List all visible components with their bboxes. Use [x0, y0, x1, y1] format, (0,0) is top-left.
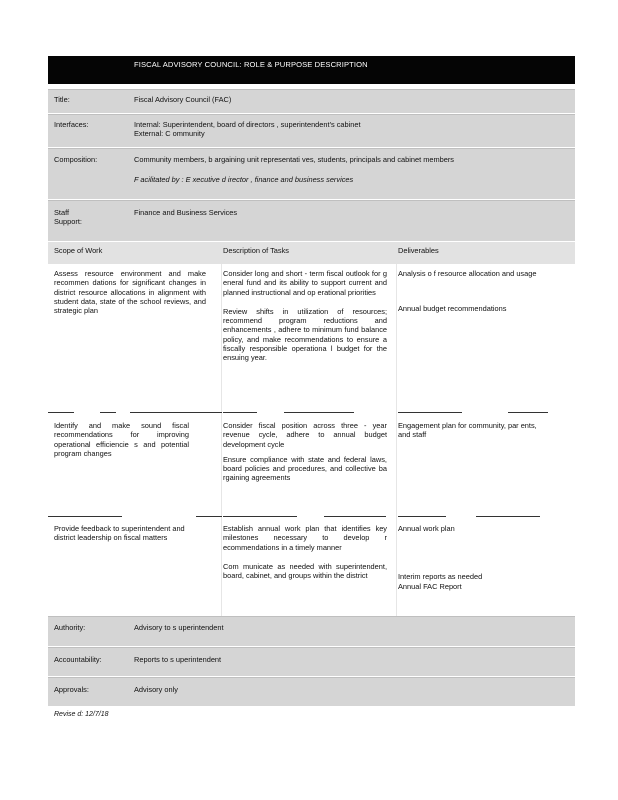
task-item: Ensure compliance with state and federal laws, board policies and procedures, and collective ba rgaining agreements — [223, 454, 387, 483]
scope-column-header: Scope of Work — [54, 246, 103, 255]
tasks-cell — [223, 269, 387, 368]
row-rule — [48, 516, 122, 517]
deliverable-item: Annual work plan — [398, 524, 455, 533]
tasks-column-header: Description of Tasks — [223, 246, 289, 255]
column-divider — [221, 264, 222, 624]
deliverables-cell — [398, 269, 550, 320]
column-divider — [396, 264, 397, 624]
accountability-value: Reports to s uperintendent — [134, 655, 222, 664]
staff-support-label: Staff Support: — [54, 208, 82, 227]
row-rule — [398, 516, 446, 517]
row-rule — [48, 412, 74, 413]
row-rule — [508, 412, 548, 413]
task-item: Com municate as needed with superintendent, board, cabinet, and groups within the district — [223, 561, 387, 580]
task-item: Consider long and short - term fiscal outlook for g eneral fund and its ability to support current and planned instructional and op erational priorities — [223, 269, 387, 297]
interfaces-label: Interfaces: — [54, 120, 89, 129]
row-rule — [130, 412, 222, 413]
authority-value: Advisory to s uperintendent — [134, 623, 224, 632]
title-row — [48, 89, 575, 113]
row-rule — [223, 516, 297, 517]
row-rule — [476, 516, 540, 517]
accountability-row — [48, 647, 575, 676]
deliverables-cell — [398, 524, 550, 597]
composition-label: Composition: — [54, 155, 98, 164]
approvals-label: Approvals: — [54, 685, 89, 694]
staff-support-value: Finance and Business Services — [134, 208, 238, 217]
deliverable-item: Interim reports as needed Annual FAC Report — [398, 572, 483, 591]
approvals-row — [48, 677, 575, 706]
row-rule — [196, 516, 222, 517]
row-rule — [398, 412, 462, 413]
accountability-label: Accountability: — [54, 655, 102, 664]
row-rule — [284, 412, 354, 413]
composition-row — [48, 148, 575, 199]
row-rule — [324, 516, 386, 517]
scope-of-work-cell: Assess resource environment and make recommen dations for significant changes in district resource allocations in alignment with student data, state of the school reviews, and strategic plan — [54, 269, 206, 315]
header-title: FISCAL ADVISORY COUNCIL: ROLE & PURPOSE DESCRIPTION — [134, 60, 368, 69]
task-item: Establish annual work plan that identifies key milestones necessary to develop r ecommendations in a timely manner — [223, 524, 387, 552]
authority-label: Authority: — [54, 623, 86, 632]
composition-line-1: Community members, b argaining unit representati ves, students, principals and cabinet members — [134, 155, 455, 164]
approvals-value: Advisory only — [134, 685, 178, 694]
title-label: Title: — [54, 95, 70, 104]
staff-support-row — [48, 200, 575, 241]
title-value: Fiscal Advisory Council (FAC) — [134, 95, 232, 104]
scope-table-header — [48, 242, 575, 264]
composition-line-2: F acilitated by : E xecutive d irector , finance and business services — [134, 175, 354, 185]
deliverable-item: Engagement plan for community, par ents, and staff — [398, 421, 537, 440]
revised-date: Revise d: 12/7/18 — [54, 711, 109, 718]
scope-of-work-cell: Identify and make sound fiscal recommendations for improving operational efficiencie s and potential program changes — [54, 421, 189, 458]
interfaces-internal: Internal: Superintendent, board of directors , superintendent's cabinet — [134, 120, 361, 129]
interfaces-row — [48, 114, 575, 147]
scope-of-work-cell: Provide feedback to superintendent and district leadership on fiscal matters — [54, 524, 185, 543]
deliverables-column-header: Deliverables — [398, 246, 439, 255]
row-rule — [100, 412, 116, 413]
task-item: Review shifts in utilization of resources; recommend program reductions and enhancements , adhere to minimum fund balance policy, and make recommendations to ensure a fiscally responsible operationa l budget for the ensuing year. — [223, 306, 387, 362]
interfaces-external: External: C ommunity — [134, 129, 205, 139]
deliverable-item: Analysis o f resource allocation and usage — [398, 269, 537, 278]
row-rule — [223, 412, 257, 413]
tasks-cell — [223, 524, 387, 586]
deliverable-item: Annual budget recommendations — [398, 304, 507, 314]
tasks-cell — [223, 421, 387, 489]
task-item: Consider fiscal position across three - year revenue cycle, adhere to annual budget development cycle — [223, 421, 387, 449]
authority-row — [48, 616, 575, 646]
deliverables-cell — [398, 421, 538, 446]
document-header — [48, 56, 575, 84]
